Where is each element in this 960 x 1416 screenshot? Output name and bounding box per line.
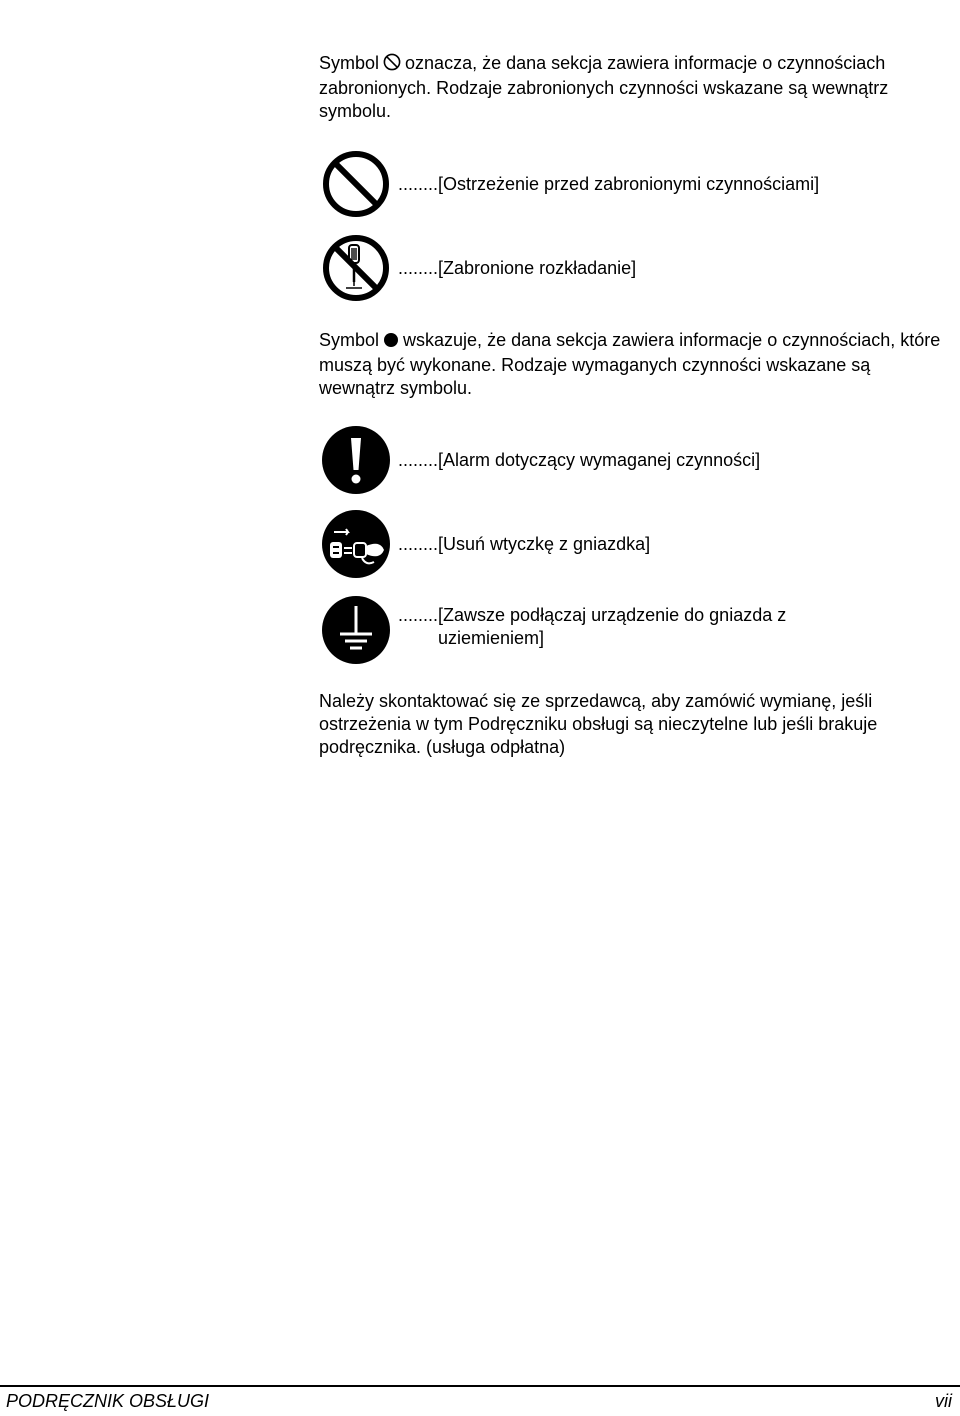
item-label [398, 173, 819, 196]
footer-title: PODRĘCZNIK OBSŁUGI [6, 1391, 210, 1411]
item-text: [Ostrzeżenie przed zabronionymi czynnościami] [438, 173, 820, 194]
required-intro [319, 329, 949, 400]
intro-word: Symbol [319, 53, 380, 73]
prohibition-icon [322, 150, 390, 218]
prohibited-intro [319, 52, 949, 123]
intro-text: oznacza, że dana sekcja zawiera informacje o czynnościach zabronionych. Rodzaje zabronionych czynności wskazane są wewnątrz symbolu. [319, 53, 889, 121]
item-text: [Usuń wtyczkę z gniazdka] [438, 533, 651, 554]
leader-dots: ........ [398, 605, 439, 625]
leader-dots: ........ [398, 533, 439, 554]
leader-dots: ........ [398, 173, 439, 194]
required-item-unplug [322, 510, 650, 578]
item-text: [Zabronione rozkładanie] [438, 257, 637, 278]
prohibited-item-disassembly [322, 234, 636, 302]
intro-word: Symbol [319, 330, 380, 350]
ground-icon [322, 596, 390, 664]
required-item-ground [322, 596, 858, 664]
required-item-alarm [322, 426, 760, 494]
footer-divider [0, 1385, 960, 1387]
prohibition-icon [383, 53, 401, 77]
item-label [398, 604, 858, 650]
item-label [398, 533, 650, 556]
item-text: [Zawsze podłączaj urządzenie do gniazda z uziemieniem] [438, 605, 787, 648]
leader-dots: ........ [398, 449, 439, 470]
unplug-icon [322, 510, 390, 578]
exclamation-icon [322, 426, 390, 494]
intro-text: wskazuje, że dana sekcja zawiera informacje o czynnościach, które muszą być wykonane. Rodzaje wymaganych czynności wskazane są wewnątrz symbolu. [319, 330, 941, 398]
item-label [398, 257, 636, 280]
no-disassembly-icon [322, 234, 390, 302]
leader-dots: ........ [398, 257, 439, 278]
closing-paragraph: Należy skontaktować się ze sprzedawcą, aby zamówić wymianę, jeśli ostrzeżenia w tym Podręczniku obsługi są nieczytelne lub jeśli brakuje podręcznika. (usługa odpłatna) [319, 691, 878, 757]
filled-circle-icon [383, 331, 399, 354]
item-label [398, 449, 760, 472]
page-number: vii [935, 1391, 952, 1411]
prohibited-item-warning [322, 150, 819, 218]
item-text: [Alarm dotyczący wymaganej czynności] [438, 449, 761, 470]
